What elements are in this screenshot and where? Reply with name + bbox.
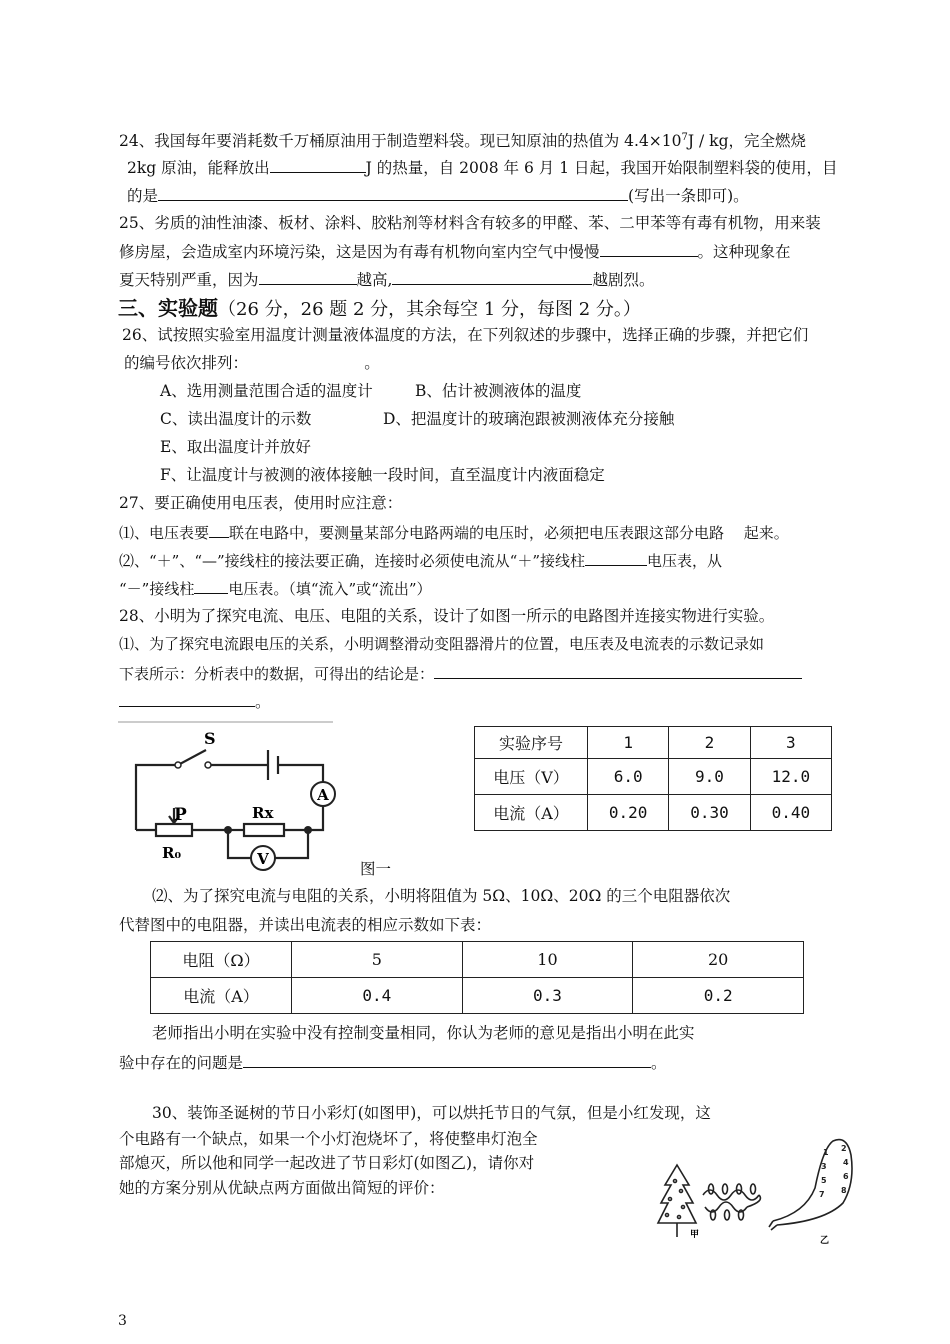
q28-p1-line3: 。	[119, 690, 271, 713]
page-number: 3	[118, 1313, 127, 1329]
q28-p1-line1: ⑴、为了探究电流跟电压的关系，小明调整滑动变阻器滑片的位置，电压表及电流表的示数记录如	[119, 635, 765, 653]
circuit-diagram	[118, 720, 343, 870]
bulb-number: 5	[821, 1176, 827, 1185]
voltmeter-label: V	[257, 850, 269, 868]
q24-blank-purpose[interactable]	[158, 184, 628, 201]
q25-line3: 夏天特别严重，因为 越高, 越剧烈。	[119, 268, 654, 291]
table-cell: 电阻（Ω）	[151, 942, 292, 978]
q26-option-e: E、取出温度计并放好	[160, 438, 311, 456]
q24-line3: 的是 (写出一条即可)。	[127, 184, 749, 207]
q28-p2-line2: 代替图中的电阻器，并读出电流表的相应示数如下表：	[119, 916, 492, 934]
q24-line2: 2kg 原油，能释放出 J 的热量，自 2008 年 6 月 1 日起，我国开始限制塑料袋的使用，目	[127, 156, 837, 179]
q27-blank-in[interactable]	[585, 549, 647, 566]
table-row	[475, 727, 832, 759]
q30-line4: 她的方案分别从优缺点两方面做出简短的评价：	[119, 1179, 445, 1197]
bulb-number: 4	[843, 1158, 849, 1167]
table-cell: 电压（V）	[475, 759, 588, 795]
q26-option-c: C、读出温度计的示数	[160, 410, 312, 428]
q26-option-d: D、把温度计的玻璃泡跟被测液体充分接触	[383, 410, 675, 428]
q28-blank-problem[interactable]	[243, 1051, 651, 1068]
q27-blank-series[interactable]	[209, 521, 229, 538]
q27-blank-out[interactable]	[194, 577, 228, 594]
q28-p1-line2: 下表所示：分析表中的数据，可得出的结论是：	[119, 662, 802, 685]
slider-label: P	[174, 805, 187, 825]
q26-option-b: B、估计被测液体的温度	[415, 382, 582, 400]
table-cell: 电流（A）	[151, 978, 292, 1014]
q30-line1: 30、装饰圣诞树的节日小彩灯(如图甲)，可以烘托节日的气氛，但是小红发现，这	[152, 1104, 711, 1122]
figure-jia-label: 甲	[690, 1230, 700, 1240]
figure-yi-label: 乙	[820, 1236, 830, 1246]
table-cell: 0.30	[669, 795, 750, 831]
christmas-lights-figure	[655, 1133, 860, 1253]
q27-part1: ⑴、电压表要 联在电路中，要测量某部分电路两端的电压时，必须把电压表跟这部分电路 起来。	[119, 521, 789, 544]
q28-teacher-line1: 老师指出小明在实验中没有控制变量相同，你认为老师的意见是指出小明在此实	[152, 1024, 695, 1042]
q24-line1: 24、我国每年要消耗数千万桶原油用于制造塑料袋。现已知原油的热值为 $4.4\times 10^7J$ / kg，完全燃烧	[119, 132, 806, 151]
q28-blank-conclusion-b[interactable]	[119, 690, 255, 707]
q25-line2: 修房屋，会造成室内环境污染，这是因为有毒有机物向室内空气中慢慢 。这种现象在	[119, 240, 791, 263]
q26-option-f: F、让温度计与被测的液体接触一段时间，直至温度计内液面稳定	[160, 466, 605, 484]
q28-teacher-line2: 验中存在的问题是 。	[119, 1051, 667, 1074]
q27-part3: “－”接线柱 电压表。（填“流入”或“流出”）	[119, 577, 432, 600]
q30-line2: 个电路有一个缺点，如果一个小灯泡烧坏了，将使整串灯泡全	[119, 1130, 538, 1148]
table-cell: 0.4	[292, 978, 463, 1014]
table-cell: 5	[292, 942, 463, 978]
q26-line1: 26、试按照实验室用温度计测量液体温度的方法，在下列叙述的步骤中，选择正确的步骤，并把它们	[122, 326, 809, 344]
table-cell: 2	[669, 727, 750, 759]
table-cell: 0.20	[588, 795, 669, 831]
figure1-caption: 图一	[360, 860, 392, 878]
table-cell: 0.40	[750, 795, 831, 831]
table-row	[475, 795, 832, 831]
q25-blank-motion[interactable]	[392, 268, 592, 285]
table-cell: 3	[750, 727, 831, 759]
r0-label: R₀	[162, 844, 182, 862]
table-cell: 10	[462, 942, 633, 978]
bulb-number: 2	[841, 1144, 847, 1153]
switch-label: S	[204, 729, 216, 748]
ammeter-label: A	[317, 786, 329, 804]
bulb-number: 6	[843, 1172, 849, 1181]
q25-blank-diffuse[interactable]	[600, 240, 698, 257]
table-cell: 0.3	[462, 978, 633, 1014]
q28-blank-conclusion-a[interactable]	[434, 662, 802, 679]
section3-heading: 三、实验题（26 分，26 题 2 分，其余每空 1 分，每图 2 分。）	[118, 296, 641, 320]
q25-blank-temp[interactable]	[259, 268, 357, 285]
voltage-current-table	[474, 726, 832, 831]
q26-option-a: A、选用测量范围合适的温度计	[160, 382, 373, 400]
q30-line3: 部熄灭，所以他和同学一起改进了节日彩灯(如图乙)，请你对	[119, 1154, 535, 1172]
table-row	[151, 942, 804, 978]
table-cell: 20	[633, 942, 804, 978]
table-cell: 0.2	[633, 978, 804, 1014]
q27-part2: ⑵、“＋”、“—”接线柱的接法要正确，连接时必须使电流从“＋”接线柱 电压表，从	[119, 549, 722, 572]
table-row	[151, 978, 804, 1014]
bulb-number: 7	[819, 1190, 825, 1199]
q27-title: 27、要正确使用电压表，使用时应注意：	[119, 494, 403, 512]
q25-line1: 25、劣质的油性油漆、板材、涂料、胶粘剂等材料含有较多的甲醛、苯、二甲苯等有毒有机物，用来装	[119, 214, 821, 232]
table-cell: 12.0	[750, 759, 831, 795]
rx-label: Rx	[252, 804, 274, 822]
q28-line1: 28、小明为了探究电流、电压、电阻的关系，设计了如图一所示的电路图并连接实物进行实验。	[119, 607, 775, 625]
bulb-number: 3	[821, 1162, 827, 1171]
q26-line2: 的编号依次排列： 。	[124, 354, 380, 372]
resistance-current-table	[150, 941, 804, 1014]
table-cell: 6.0	[588, 759, 669, 795]
q24-blank-heat[interactable]	[270, 156, 366, 173]
table-cell: 实验序号	[475, 727, 588, 759]
q28-p2-line1: ⑵、为了探究电流与电阻的关系，小明将阻值为 5Ω、10Ω、20Ω 的三个电阻器依次	[152, 887, 731, 905]
switch-lever	[178, 750, 206, 765]
table-row	[475, 759, 832, 795]
bulb-number: 8	[841, 1186, 847, 1195]
table-cell: 9.0	[669, 759, 750, 795]
table-cell: 电流（A）	[475, 795, 588, 831]
table-cell: 1	[588, 727, 669, 759]
bulb-number: 1	[823, 1148, 829, 1157]
